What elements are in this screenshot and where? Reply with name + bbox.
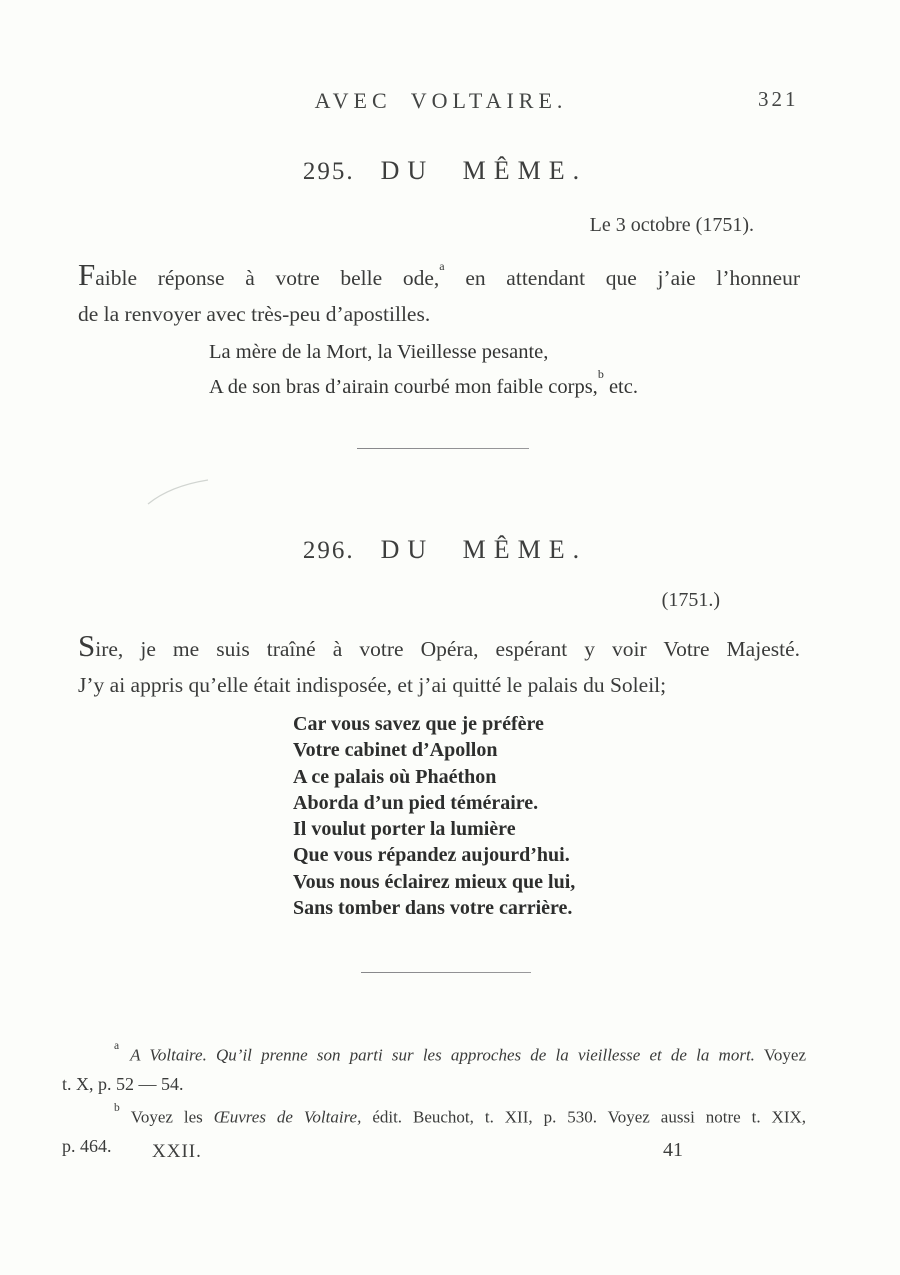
- letter-295-title: DU MÊME.: [380, 156, 588, 185]
- letter-296-title: DU MÊME.: [380, 535, 588, 564]
- verse-line: Vous nous éclairez mieux que lui,: [293, 870, 576, 893]
- letter-295-body: [78, 256, 800, 332]
- footnote-a-line-2: t. X, p. 52 — 54.: [62, 1074, 184, 1095]
- verse-line: Votre cabinet d’Apollon: [293, 739, 498, 762]
- letter-296-body: [78, 628, 800, 703]
- footnote-b-line-1: [62, 1099, 806, 1132]
- verse-text: etc.: [608, 375, 638, 398]
- letter-295-heading: [0, 156, 890, 186]
- verse-line: La mère de la Mort, la Vieillesse pesante,: [209, 341, 549, 363]
- footnote-a-roman: Voyez: [763, 1045, 806, 1065]
- verse-line: Sans tomber dans votre carrière.: [293, 897, 573, 920]
- letter-295-body-line-1: [78, 256, 800, 297]
- footnote-b-pre: Voyez les: [130, 1107, 203, 1127]
- verse-line: Que vous répandez aujourd’hui.: [293, 844, 570, 867]
- verse-line: [209, 367, 638, 401]
- letter-296-number: 296.: [302, 537, 355, 564]
- verse-line: Aborda d’un pied téméraire.: [293, 791, 539, 814]
- footnote-a-italic: A Voltaire. Qu’il prenne son parti sur les approches de la vieillesse et de la mort.: [130, 1045, 755, 1065]
- letter-296-body-line-1: [78, 628, 800, 667]
- letter-296-dateline: (1751.): [661, 589, 720, 611]
- footnote-a-line-1: [62, 1037, 806, 1070]
- drop-initial: F: [78, 257, 96, 293]
- volume-mark: XXII.: [152, 1141, 202, 1162]
- verse-line: A ce palais où Phaéthon: [293, 765, 497, 788]
- footnote-b-marker: b: [114, 1101, 120, 1114]
- section-divider: [357, 448, 529, 449]
- pencil-mark-artifact: [120, 468, 230, 513]
- verse-text: A de son bras d’airain courbé mon faible corps,: [209, 375, 598, 398]
- letter-296-heading: [0, 535, 890, 565]
- footnote-a-marker: a: [114, 1040, 120, 1052]
- letter-296-body-line-2: J’y ai appris qu’elle était indisposée, et j’ai quitté le palais du Soleil;: [78, 673, 667, 697]
- letter-295-number: 295.: [302, 158, 355, 185]
- letter-296-verse: [293, 711, 575, 921]
- verse-line: Il voulut porter la lumière: [293, 818, 516, 841]
- letter-295-dateline: Le 3 octobre (1751).: [589, 214, 754, 236]
- footnote-ref-a: a: [439, 259, 445, 273]
- drop-initial: S: [78, 628, 96, 663]
- sheet-signature-mark: 41: [663, 1139, 683, 1161]
- page-number: 321: [758, 87, 799, 111]
- letter-295-body-line-2: de la renvoyer avec très-peu d’apostilles.: [78, 301, 431, 326]
- footnote-b-italic: Œuvres de Voltaire,: [213, 1107, 362, 1127]
- footnote-b-post: édit. Beuchot, t. XII, p. 530. Voyez aussi notre t. XIX,: [372, 1107, 807, 1127]
- section-divider: [361, 972, 531, 973]
- running-head: AVEC VOLTAIRE.: [314, 88, 568, 113]
- footnote-ref-b: b: [597, 366, 604, 381]
- body-text: aible réponse à votre belle ode,: [95, 266, 440, 291]
- footnote-b-line-2: p. 464.: [62, 1136, 112, 1157]
- body-text: ire, je me suis traîné à votre Opéra, espérant y voir Votre Majesté.: [95, 637, 800, 661]
- verse-line: Car vous savez que je préfère: [293, 713, 544, 735]
- letter-295-verse: [209, 338, 638, 401]
- body-text: en attendant que j’aie l’honneur: [465, 266, 800, 291]
